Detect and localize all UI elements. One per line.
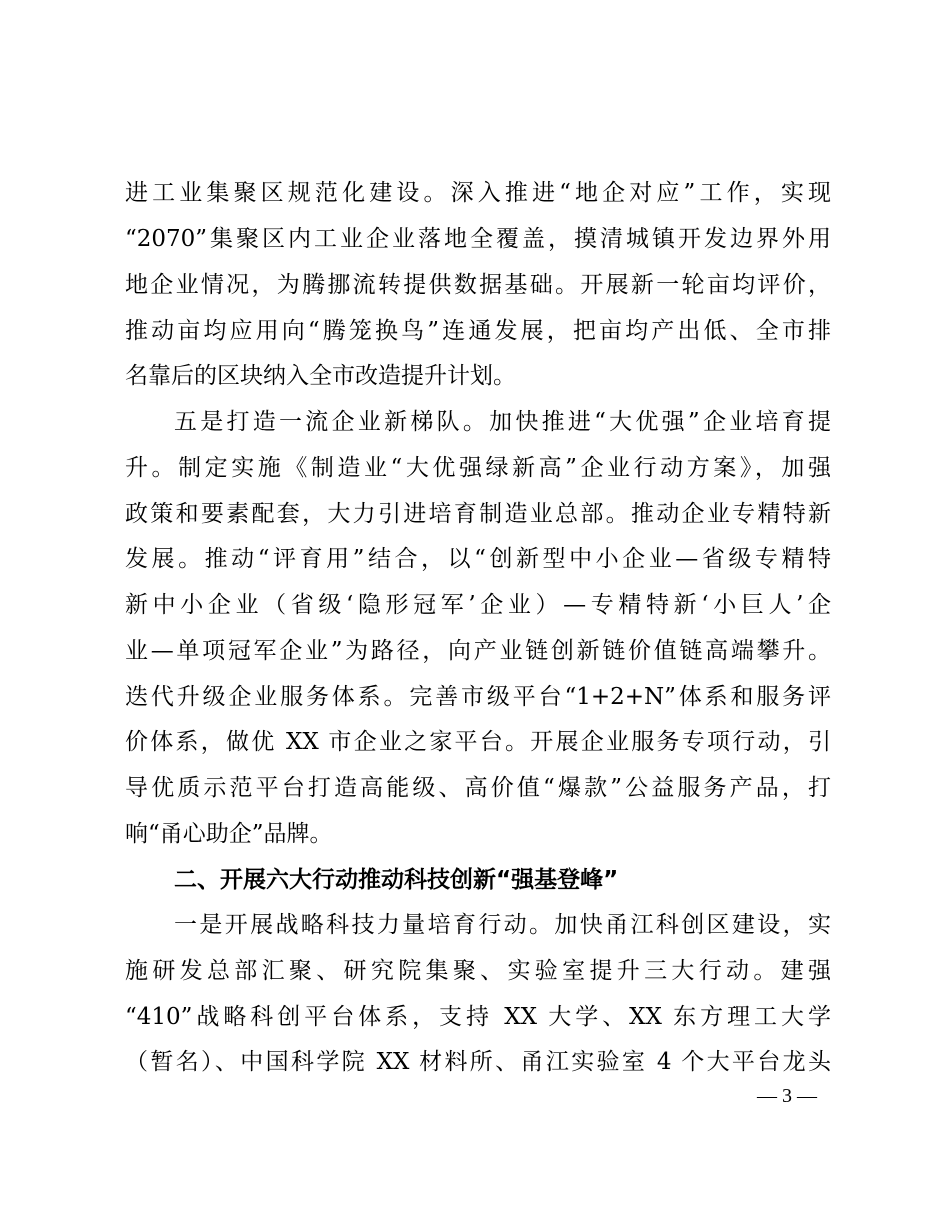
paragraph-3-line-1: 一是开展战略科技力量培育行动。加快甬江科创区建设，实 bbox=[174, 912, 831, 938]
paragraph-1-line-2: “2070”集聚区内工业企业落地全覆盖，摸清城镇开发边界外用 bbox=[125, 226, 831, 252]
paragraph-2-line-3: 政策和要素配套，大力引进培育制造业总部。推动企业专精特新 bbox=[125, 501, 831, 527]
paragraph-1-line-3: 地企业情况，为腾挪流转提供数据基础。开展新一轮亩均评价， bbox=[125, 272, 831, 298]
paragraph-2-line-7: 迭代升级企业服务体系。完善市级平台“1+2+N”体系和服务评 bbox=[125, 684, 831, 710]
paragraph-1-line-1: 进工业集聚区规范化建设。深入推进“地企对应”工作，实现 bbox=[125, 180, 831, 206]
paragraph-2-line-4: 发展。推动“评育用”结合，以“创新型中小企业—省级专精特 bbox=[125, 546, 831, 572]
paragraph-3-line-2: 施研发总部汇聚、研究院集聚、实验室提升三大行动。建强 bbox=[125, 958, 831, 984]
paragraph-3-line-3: “410”战略科创平台体系，支持 XX 大学、XX 东方理工大学 bbox=[125, 1004, 831, 1030]
paragraph-2-line-10: 响“甬心助企”品牌。 bbox=[125, 821, 333, 847]
paragraph-1-line-4: 推动亩均应用向“腾笼换鸟”连通发展，把亩均产出低、全市排 bbox=[125, 318, 831, 344]
paragraph-2-line-2: 升。制定实施《制造业“大优强绿新高”企业行动方案》，加强 bbox=[125, 455, 831, 481]
paragraph-2-line-8: 价体系，做优 XX 市企业之家平台。开展企业服务专项行动，引 bbox=[125, 729, 831, 755]
paragraph-2-line-6: 业—单项冠军企业”为路径，向产业链创新链价值链高端攀升。 bbox=[125, 638, 831, 664]
paragraph-2-line-1: 五是打造一流企业新梯队。加快推进“大优强”企业培育提 bbox=[174, 409, 831, 435]
page-number: — 3 — bbox=[757, 1085, 817, 1107]
paragraph-1-line-5: 名靠后的区块纳入全市改造提升计划。 bbox=[125, 363, 516, 389]
section-heading: 二、开展六大行动推动科技创新“强基登峰” bbox=[174, 867, 619, 893]
paragraph-2-line-9: 导优质示范平台打造高能级、高价值“爆款”公益服务产品，打 bbox=[125, 775, 831, 801]
paragraph-2-line-5: 新中小企业（省级‘隐形冠军’企业）—专精特新‘小巨人’企 bbox=[125, 592, 831, 618]
paragraph-3-line-4: （暂名）、中国科学院 XX 材料所、甬江实验室 4 个大平台龙头 bbox=[125, 1049, 831, 1075]
